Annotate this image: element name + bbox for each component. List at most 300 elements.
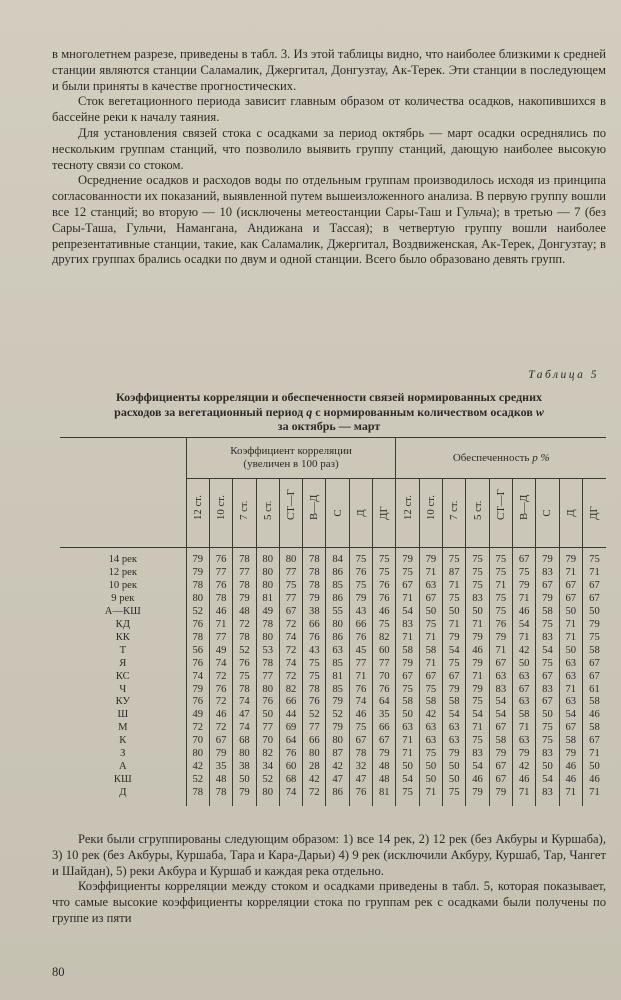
prob-cell: 83 — [536, 684, 559, 697]
prob-cell: 67 — [582, 593, 606, 606]
row-label: Ш — [117, 709, 129, 721]
prob-cell: 50 — [559, 606, 582, 619]
prob-cell: 75 — [466, 735, 489, 748]
prob-cell: 79 — [489, 632, 512, 645]
corr-cell: 67 — [373, 735, 396, 748]
corr-cell: 77 — [256, 722, 279, 735]
column-header-label: СТ—Г — [285, 489, 298, 520]
corr-cell: 78 — [186, 632, 209, 645]
prob-cell: 63 — [513, 735, 536, 748]
corr-column-header — [279, 479, 302, 548]
corr-cell: 76 — [186, 696, 209, 709]
corr-cell: 68 — [279, 774, 302, 787]
prob-cell: 58 — [536, 606, 559, 619]
corr-cell: 77 — [279, 567, 302, 580]
corr-cell: 78 — [303, 567, 326, 580]
corr-cell: 44 — [279, 709, 302, 722]
prob-cell: 67 — [489, 774, 512, 787]
corr-cell: 66 — [373, 722, 396, 735]
row-label-header — [60, 438, 186, 548]
corr-cell: 49 — [209, 645, 232, 658]
prob-cell: 58 — [419, 645, 442, 658]
prob-cell: 79 — [419, 548, 442, 567]
column-header-label: В—Д — [308, 494, 321, 520]
prob-cell: 67 — [396, 671, 419, 684]
corr-cell: 78 — [233, 684, 256, 697]
prob-cell: 67 — [582, 671, 606, 684]
corr-cell: 52 — [233, 645, 256, 658]
caption-symbol-w: w — [535, 404, 544, 419]
prob-cell: 79 — [466, 658, 489, 671]
corr-cell: 79 — [233, 787, 256, 806]
corr-cell: 67 — [279, 606, 302, 619]
corr-cell: 64 — [279, 735, 302, 748]
corr-column-header — [186, 479, 209, 548]
prob-cell: 71 — [489, 580, 512, 593]
corr-group-header — [186, 438, 396, 479]
prob-cell: 63 — [443, 735, 466, 748]
row-label: З — [120, 748, 126, 760]
corr-cell: 75 — [303, 658, 326, 671]
prob-cell: 71 — [559, 619, 582, 632]
corr-cell: 67 — [349, 735, 372, 748]
prob-cell: 75 — [536, 619, 559, 632]
corr-cell: 79 — [209, 748, 232, 761]
row-label: КШ — [113, 774, 132, 786]
corr-cell: 74 — [186, 671, 209, 684]
corr-cell: 66 — [303, 619, 326, 632]
prob-cell: 79 — [559, 748, 582, 761]
corr-cell: 79 — [233, 593, 256, 606]
paragraph: Коэффициенты корреляции между стоком и осадками приведены в табл. 5, которая показывает, что самые высокие коэффициенты корреляции стока по группам рек с осадками были получены по группе из пяти — [52, 879, 606, 925]
corr-cell: 52 — [256, 774, 279, 787]
prob-cell: 75 — [443, 548, 466, 567]
prob-cell: 67 — [443, 671, 466, 684]
corr-cell: 80 — [256, 580, 279, 593]
prob-cell: 63 — [489, 671, 512, 684]
prob-cell: 79 — [536, 593, 559, 606]
corr-cell: 78 — [233, 580, 256, 593]
prob-cell: 50 — [536, 761, 559, 774]
corr-cell: 79 — [303, 593, 326, 606]
prob-cell: 75 — [466, 548, 489, 567]
row-label: 9 рек — [111, 592, 135, 604]
table-row — [60, 548, 606, 567]
prob-cell: 58 — [582, 722, 606, 735]
prob-cell: 75 — [443, 658, 466, 671]
table-row — [60, 567, 606, 580]
prob-cell: 58 — [582, 696, 606, 709]
corr-cell: 60 — [373, 645, 396, 658]
caption-line-2a: расходов за вегетационный период — [114, 404, 304, 419]
prob-cell: 75 — [419, 619, 442, 632]
caption-line-3: за октябрь — март — [277, 419, 381, 433]
corr-cell: 77 — [303, 722, 326, 735]
corr-cell: 84 — [326, 548, 349, 567]
prob-cell: 54 — [536, 645, 559, 658]
prob-cell: 75 — [582, 548, 606, 567]
prob-cell: 50 — [419, 606, 442, 619]
corr-cell: 68 — [233, 735, 256, 748]
prob-cell: 46 — [513, 774, 536, 787]
prob-cell: 67 — [559, 593, 582, 606]
corr-cell: 49 — [186, 709, 209, 722]
corr-cell: 76 — [373, 580, 396, 593]
corr-cell: 85 — [326, 580, 349, 593]
corr-cell: 76 — [209, 548, 232, 567]
corr-cell: 76 — [349, 567, 372, 580]
table-row — [60, 787, 606, 806]
corr-cell: 64 — [373, 696, 396, 709]
prob-cell: 54 — [466, 709, 489, 722]
corr-cell: 87 — [326, 748, 349, 761]
prob-cell: 58 — [396, 696, 419, 709]
corr-cell: 52 — [186, 774, 209, 787]
corr-cell: 52 — [186, 606, 209, 619]
corr-cell: 52 — [303, 709, 326, 722]
corr-cell: 80 — [279, 548, 302, 567]
prob-cell: 75 — [489, 548, 512, 567]
paragraph: Для установления связей стока с осадками за период октябрь — март осадки осреднялись по нескольким группам станций, что позволило выявить группу станций, дающую наиболее высокую тесноту связи со стоком. — [52, 125, 606, 172]
prob-cell: 79 — [396, 548, 419, 567]
prob-cell: 50 — [559, 645, 582, 658]
corr-cell: 75 — [373, 548, 396, 567]
prob-cell: 75 — [396, 787, 419, 806]
corr-cell: 45 — [349, 645, 372, 658]
corr-cell: 34 — [256, 761, 279, 774]
prob-cell: 63 — [419, 580, 442, 593]
corr-cell: 48 — [209, 774, 232, 787]
prob-cell: 71 — [513, 787, 536, 806]
table-row — [60, 645, 606, 658]
column-header-label: 10 ст. — [215, 495, 228, 520]
prob-cell: 67 — [489, 658, 512, 671]
table-row — [60, 658, 606, 671]
corr-header-line-2: (увеличен в 100 раз) — [243, 458, 339, 470]
corr-cell: 72 — [303, 787, 326, 806]
corr-cell: 79 — [349, 593, 372, 606]
corr-column-header — [233, 479, 256, 548]
corr-cell: 78 — [256, 658, 279, 671]
prob-cell: 58 — [582, 645, 606, 658]
row-label: К — [119, 735, 127, 747]
prob-cell: 87 — [443, 567, 466, 580]
corr-cell: 80 — [256, 548, 279, 567]
prob-cell: 71 — [419, 658, 442, 671]
table-row — [60, 606, 606, 619]
corr-cell: 78 — [209, 787, 232, 806]
corr-cell: 43 — [303, 645, 326, 658]
corr-cell: 72 — [279, 671, 302, 684]
corr-cell: 79 — [186, 548, 209, 567]
corr-cell: 46 — [349, 709, 372, 722]
corr-cell: 76 — [233, 658, 256, 671]
prob-cell: 54 — [489, 696, 512, 709]
corr-cell: 28 — [303, 761, 326, 774]
prob-cell: 50 — [443, 761, 466, 774]
prob-cell: 79 — [466, 632, 489, 645]
row-label: А — [118, 761, 127, 773]
prob-cell: 67 — [396, 580, 419, 593]
corr-cell: 50 — [233, 774, 256, 787]
table-row — [60, 671, 606, 684]
prob-cell: 54 — [489, 709, 512, 722]
corr-cell: 66 — [303, 735, 326, 748]
prob-cell: 67 — [559, 722, 582, 735]
prob-cell: 54 — [559, 709, 582, 722]
corr-cell: 81 — [326, 671, 349, 684]
corr-cell: 42 — [186, 761, 209, 774]
prob-cell: 83 — [536, 787, 559, 806]
prob-cell: 75 — [582, 632, 606, 645]
prob-cell: 54 — [396, 606, 419, 619]
corr-cell: 86 — [326, 567, 349, 580]
corr-cell: 72 — [279, 619, 302, 632]
row-label: Д — [119, 787, 127, 799]
prob-cell: 54 — [443, 645, 466, 658]
corr-column-header — [256, 479, 279, 548]
corr-cell: 69 — [279, 722, 302, 735]
corr-column-header — [303, 479, 326, 548]
prob-cell: 71 — [513, 722, 536, 735]
prob-cell: 71 — [419, 787, 442, 806]
prob-cell: 67 — [419, 671, 442, 684]
prob-cell: 83 — [536, 748, 559, 761]
prob-cell: 71 — [396, 593, 419, 606]
corr-cell: 66 — [279, 696, 302, 709]
prob-cell: 42 — [419, 709, 442, 722]
prob-header-symbol: p % — [532, 451, 550, 464]
corr-cell: 75 — [303, 671, 326, 684]
row-label: Ч — [119, 683, 127, 695]
corr-cell: 55 — [326, 606, 349, 619]
prob-cell: 75 — [419, 748, 442, 761]
corr-cell: 71 — [209, 619, 232, 632]
prob-cell: 83 — [536, 632, 559, 645]
prob-cell: 76 — [489, 619, 512, 632]
prob-cell: 54 — [466, 761, 489, 774]
corr-cell: 48 — [233, 606, 256, 619]
column-header-label: Д — [354, 509, 367, 517]
corr-cell: 72 — [279, 645, 302, 658]
prob-cell: 67 — [536, 671, 559, 684]
prob-cell: 67 — [582, 580, 606, 593]
caption-line-2 — [52, 405, 606, 420]
corr-cell: 76 — [186, 619, 209, 632]
corr-cell: 75 — [349, 580, 372, 593]
row-label: 10 рек — [108, 579, 137, 591]
prob-cell: 71 — [559, 684, 582, 697]
prob-cell: 75 — [536, 658, 559, 671]
prob-cell: 79 — [443, 684, 466, 697]
prob-cell: 58 — [489, 735, 512, 748]
prob-cell: 79 — [466, 684, 489, 697]
prob-cell: 67 — [419, 593, 442, 606]
corr-cell: 76 — [349, 787, 372, 806]
prob-column-header — [489, 479, 512, 548]
column-header-label: 5 ст. — [471, 500, 484, 520]
prob-cell: 54 — [396, 774, 419, 787]
prob-cell: 58 — [443, 696, 466, 709]
prob-cell: 50 — [536, 709, 559, 722]
corr-cell: 80 — [326, 619, 349, 632]
prob-cell: 83 — [536, 567, 559, 580]
prob-cell: 63 — [443, 722, 466, 735]
prob-cell: 50 — [513, 658, 536, 671]
prob-column-header — [466, 479, 489, 548]
corr-cell: 77 — [373, 658, 396, 671]
corr-cell: 82 — [279, 684, 302, 697]
table-row — [60, 619, 606, 632]
corr-cell: 56 — [186, 645, 209, 658]
table-row — [60, 696, 606, 709]
prob-cell: 63 — [559, 658, 582, 671]
prob-cell: 58 — [396, 645, 419, 658]
prob-cell: 71 — [396, 748, 419, 761]
table-row — [60, 735, 606, 748]
corr-cell: 76 — [209, 684, 232, 697]
corr-cell: 60 — [279, 761, 302, 774]
column-header-label: ДГ — [378, 506, 391, 520]
prob-cell: 79 — [513, 580, 536, 593]
prob-cell: 75 — [396, 567, 419, 580]
prob-cell: 50 — [466, 606, 489, 619]
caption-line-1: Коэффициенты корреляции и обеспеченности связей нормированных средних — [116, 390, 542, 404]
prob-cell: 71 — [582, 787, 606, 806]
corr-cell: 85 — [326, 658, 349, 671]
table-5-container — [60, 437, 606, 806]
corr-cell: 50 — [256, 709, 279, 722]
prob-cell: 63 — [559, 671, 582, 684]
corr-column-header — [373, 479, 396, 548]
column-header-label: 12 ст. — [191, 495, 204, 520]
corr-cell: 74 — [279, 658, 302, 671]
paragraph: Реки были сгруппированы следующим образом: 1) все 14 рек, 2) 12 рек (без Акбуры и Куршаба), 3) 10 рек (без Акбуры, Куршаба, Тара и Кара-Дарьи) 4) 9 рек (исключили Акбуру, Куршаб, Тар, Чангет и Шайдан), 5) реки Акбура и Куршаб и каждая река отдельно. — [52, 832, 606, 878]
prob-cell: 46 — [466, 774, 489, 787]
corr-cell: 76 — [303, 632, 326, 645]
corr-cell: 74 — [233, 696, 256, 709]
table-row — [60, 722, 606, 735]
row-label: КС — [115, 670, 130, 682]
corr-cell: 46 — [209, 709, 232, 722]
corr-cell: 77 — [233, 567, 256, 580]
caption-line-2b: с нормированным количеством осадков — [315, 404, 533, 419]
corr-cell: 42 — [303, 774, 326, 787]
corr-cell: 78 — [233, 632, 256, 645]
prob-cell: 75 — [466, 567, 489, 580]
corr-cell: 78 — [303, 684, 326, 697]
prob-cell: 75 — [513, 567, 536, 580]
corr-cell: 46 — [209, 606, 232, 619]
prob-cell: 79 — [489, 748, 512, 761]
corr-cell: 47 — [349, 774, 372, 787]
corr-cell: 76 — [209, 580, 232, 593]
prob-cell: 71 — [443, 580, 466, 593]
corr-cell: 47 — [326, 774, 349, 787]
prob-cell: 71 — [489, 645, 512, 658]
corr-cell: 80 — [256, 787, 279, 806]
prob-cell: 75 — [536, 735, 559, 748]
prob-cell: 46 — [513, 606, 536, 619]
corr-cell: 78 — [303, 580, 326, 593]
prob-cell: 67 — [536, 696, 559, 709]
corr-cell: 72 — [209, 722, 232, 735]
corr-cell: 75 — [349, 548, 372, 567]
row-label: А—КШ — [104, 605, 141, 617]
prob-cell: 67 — [489, 722, 512, 735]
column-header-label: 7 ст. — [448, 500, 461, 520]
corr-cell: 66 — [349, 619, 372, 632]
corr-cell: 77 — [279, 593, 302, 606]
prob-cell: 54 — [443, 709, 466, 722]
corr-cell: 78 — [233, 548, 256, 567]
corr-cell: 70 — [186, 735, 209, 748]
corr-column-header — [326, 479, 349, 548]
row-label: Т — [119, 644, 127, 656]
prob-cell: 50 — [396, 709, 419, 722]
corr-cell: 46 — [373, 606, 396, 619]
prob-cell: 71 — [582, 567, 606, 580]
prob-cell: 58 — [513, 709, 536, 722]
prob-cell: 83 — [489, 684, 512, 697]
table-row — [60, 774, 606, 787]
prob-column-header — [513, 479, 536, 548]
bottom-text-block — [52, 832, 606, 927]
corr-cell: 74 — [279, 632, 302, 645]
corr-cell: 74 — [209, 658, 232, 671]
table-row — [60, 684, 606, 697]
column-header-label: 10 ст. — [424, 495, 437, 520]
prob-cell: 79 — [443, 632, 466, 645]
corr-cell: 67 — [209, 735, 232, 748]
corr-cell: 70 — [373, 671, 396, 684]
prob-cell: 50 — [419, 774, 442, 787]
page-number: 80 — [52, 965, 65, 979]
corr-cell: 35 — [209, 761, 232, 774]
prob-cell: 83 — [396, 619, 419, 632]
corr-cell: 80 — [233, 748, 256, 761]
correlation-table — [60, 437, 606, 806]
prob-column-header — [396, 479, 419, 548]
column-header-label: ДГ — [588, 506, 601, 520]
column-header-label: С — [331, 509, 344, 517]
corr-cell: 79 — [326, 722, 349, 735]
prob-column-header — [419, 479, 442, 548]
table-row — [60, 632, 606, 645]
corr-cell: 76 — [349, 632, 372, 645]
prob-cell: 75 — [536, 722, 559, 735]
corr-cell: 86 — [326, 593, 349, 606]
top-text-block — [52, 47, 606, 268]
column-header-label: С — [541, 509, 554, 517]
prob-cell: 54 — [536, 774, 559, 787]
corr-cell: 80 — [256, 684, 279, 697]
corr-cell: 74 — [233, 722, 256, 735]
prob-cell: 79 — [582, 619, 606, 632]
prob-cell: 67 — [513, 684, 536, 697]
prob-cell: 79 — [466, 787, 489, 806]
corr-cell: 43 — [349, 606, 372, 619]
prob-cell: 79 — [536, 548, 559, 567]
corr-cell: 75 — [349, 722, 372, 735]
prob-cell: 67 — [513, 548, 536, 567]
row-label: 12 рек — [108, 566, 137, 578]
row-label: КД — [115, 618, 130, 630]
prob-cell: 61 — [582, 684, 606, 697]
corr-cell: 72 — [209, 696, 232, 709]
column-header-label: 7 ст. — [238, 500, 251, 520]
paragraph: в многолетнем разрезе, приведены в табл. 3. Из этой таблицы видно, что наиболее близкими к средней станции являются станции Саламалик, Джергитал, Донгузтау, Ак-Терек. Эти станции в последующем и были приняты в качестве прогностических. — [52, 47, 606, 93]
